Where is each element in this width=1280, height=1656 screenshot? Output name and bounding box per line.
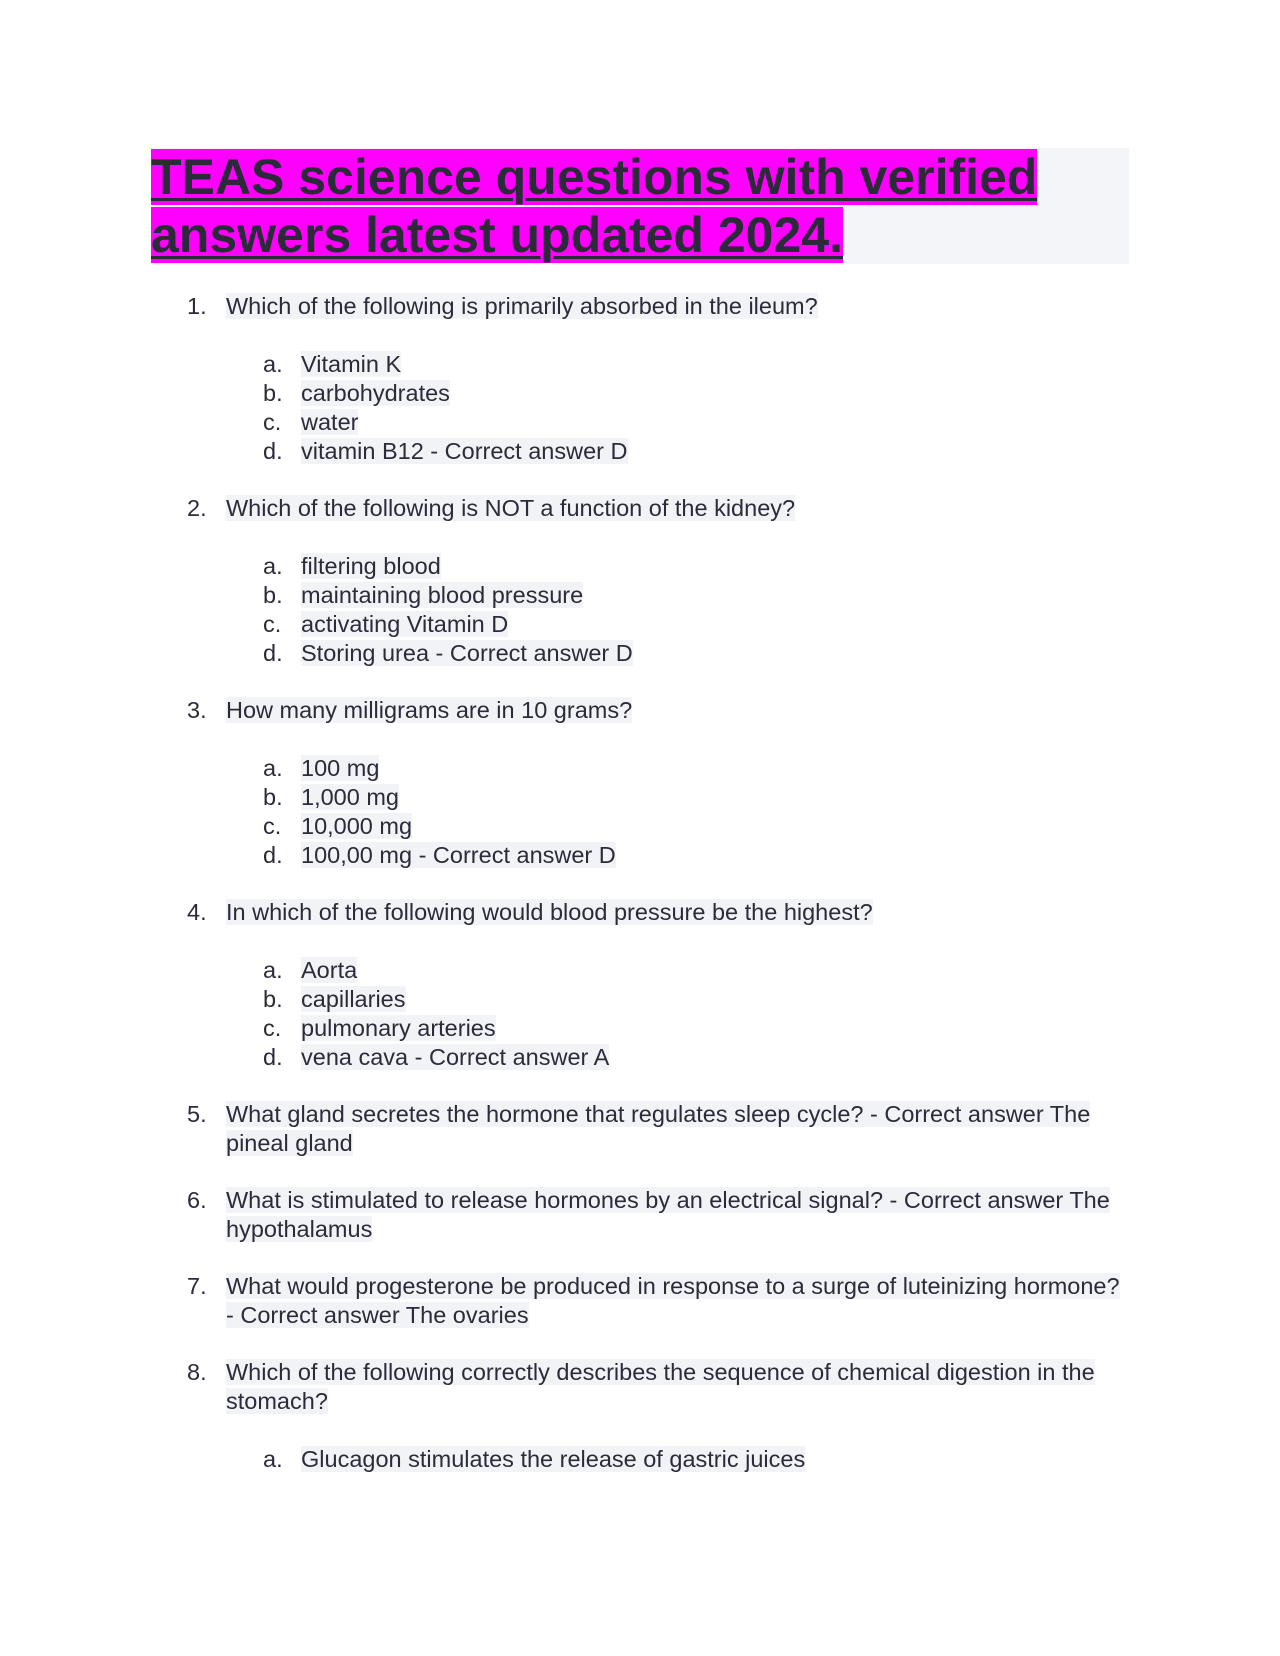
question-text: What gland secretes the hormone that regulates sleep cycle? - Correct answer The pineal gland: [226, 1101, 1091, 1156]
option-item: [226, 1445, 1129, 1474]
option-letter: b.: [263, 986, 283, 1012]
question-text: In which of the following would blood pressure be the highest?: [226, 899, 873, 925]
option-letter: c.: [263, 1015, 282, 1041]
question-number: 6.: [187, 1187, 207, 1213]
option-list: [226, 956, 1129, 1072]
option-text: vena cava - Correct answer A: [301, 1044, 610, 1070]
option-letter: a.: [263, 553, 283, 579]
option-list: [226, 552, 1129, 668]
title-line-2: answers latest updated 2024.: [151, 207, 843, 263]
option-list: [226, 754, 1129, 870]
option-text: pulmonary arteries: [301, 1015, 496, 1041]
question-number: 5.: [187, 1101, 207, 1127]
option-item: [226, 610, 1129, 639]
question-text: What would progesterone be produced in response to a surge of luteinizing hormone? - Correct answer The ovaries: [226, 1273, 1120, 1328]
option-text: water: [301, 409, 359, 435]
option-text: Vitamin K: [301, 351, 402, 377]
question-text: Which of the following correctly describes the sequence of chemical digestion in the stomach?: [226, 1359, 1095, 1414]
option-text: capillaries: [301, 986, 406, 1012]
question-text: What is stimulated to release hormones by an electrical signal? - Correct answer The hypothalamus: [226, 1187, 1110, 1242]
option-text: 100,00 mg - Correct answer D: [301, 842, 616, 868]
option-letter: d.: [263, 842, 283, 868]
question-number: 8.: [187, 1359, 207, 1385]
option-item: [226, 783, 1129, 812]
option-list: [226, 350, 1129, 466]
option-item: [226, 1014, 1129, 1043]
question-number: 2.: [187, 495, 207, 521]
question-item: [151, 1100, 1129, 1158]
option-letter: c.: [263, 409, 282, 435]
option-item: [226, 754, 1129, 783]
option-letter: c.: [263, 813, 282, 839]
question-number: 7.: [187, 1273, 207, 1299]
option-list: [226, 1445, 1129, 1474]
option-item: [226, 1043, 1129, 1072]
title-line-1: TEAS science questions with verified: [151, 149, 1038, 205]
option-item: [226, 639, 1129, 668]
option-item: [226, 552, 1129, 581]
option-letter: a.: [263, 1446, 283, 1472]
question-number: 4.: [187, 899, 207, 925]
option-item: [226, 408, 1129, 437]
question-number: 3.: [187, 697, 207, 723]
option-letter: d.: [263, 1044, 283, 1070]
question-list: [151, 292, 1129, 1502]
question-number: 1.: [187, 293, 207, 319]
option-letter: a.: [263, 755, 283, 781]
question-item: [151, 1186, 1129, 1244]
question-item: [151, 292, 1129, 466]
option-letter: a.: [263, 957, 283, 983]
title-block: [151, 148, 1129, 264]
option-item: [226, 350, 1129, 379]
option-letter: d.: [263, 438, 283, 464]
option-text: 10,000 mg: [301, 813, 413, 839]
option-item: [226, 581, 1129, 610]
option-text: Aorta: [301, 957, 358, 983]
option-letter: b.: [263, 784, 283, 810]
option-text: filtering blood: [301, 553, 441, 579]
question-item: [151, 1272, 1129, 1330]
option-text: vitamin B12 - Correct answer D: [301, 438, 628, 464]
option-letter: b.: [263, 380, 283, 406]
option-text: carbohydrates: [301, 380, 450, 406]
option-letter: a.: [263, 351, 283, 377]
option-item: [226, 956, 1129, 985]
option-text: Storing urea - Correct answer D: [301, 640, 633, 666]
option-text: Glucagon stimulates the release of gastric juices: [301, 1446, 806, 1472]
option-text: 100 mg: [301, 755, 380, 781]
option-letter: b.: [263, 582, 283, 608]
question-text: How many milligrams are in 10 grams?: [226, 697, 633, 723]
question-item: [151, 898, 1129, 1072]
option-item: [226, 841, 1129, 870]
option-item: [226, 985, 1129, 1014]
page-title: [151, 148, 1129, 264]
question-item: [151, 696, 1129, 870]
option-letter: d.: [263, 640, 283, 666]
option-item: [226, 379, 1129, 408]
question-text: Which of the following is NOT a function of the kidney?: [226, 495, 796, 521]
option-letter: c.: [263, 611, 282, 637]
option-item: [226, 812, 1129, 841]
option-item: [226, 437, 1129, 466]
option-text: maintaining blood pressure: [301, 582, 584, 608]
option-text: 1,000 mg: [301, 784, 399, 810]
question-item: [151, 1358, 1129, 1474]
question-item: [151, 494, 1129, 668]
option-text: activating Vitamin D: [301, 611, 509, 637]
question-text: Which of the following is primarily absorbed in the ileum?: [226, 293, 818, 319]
